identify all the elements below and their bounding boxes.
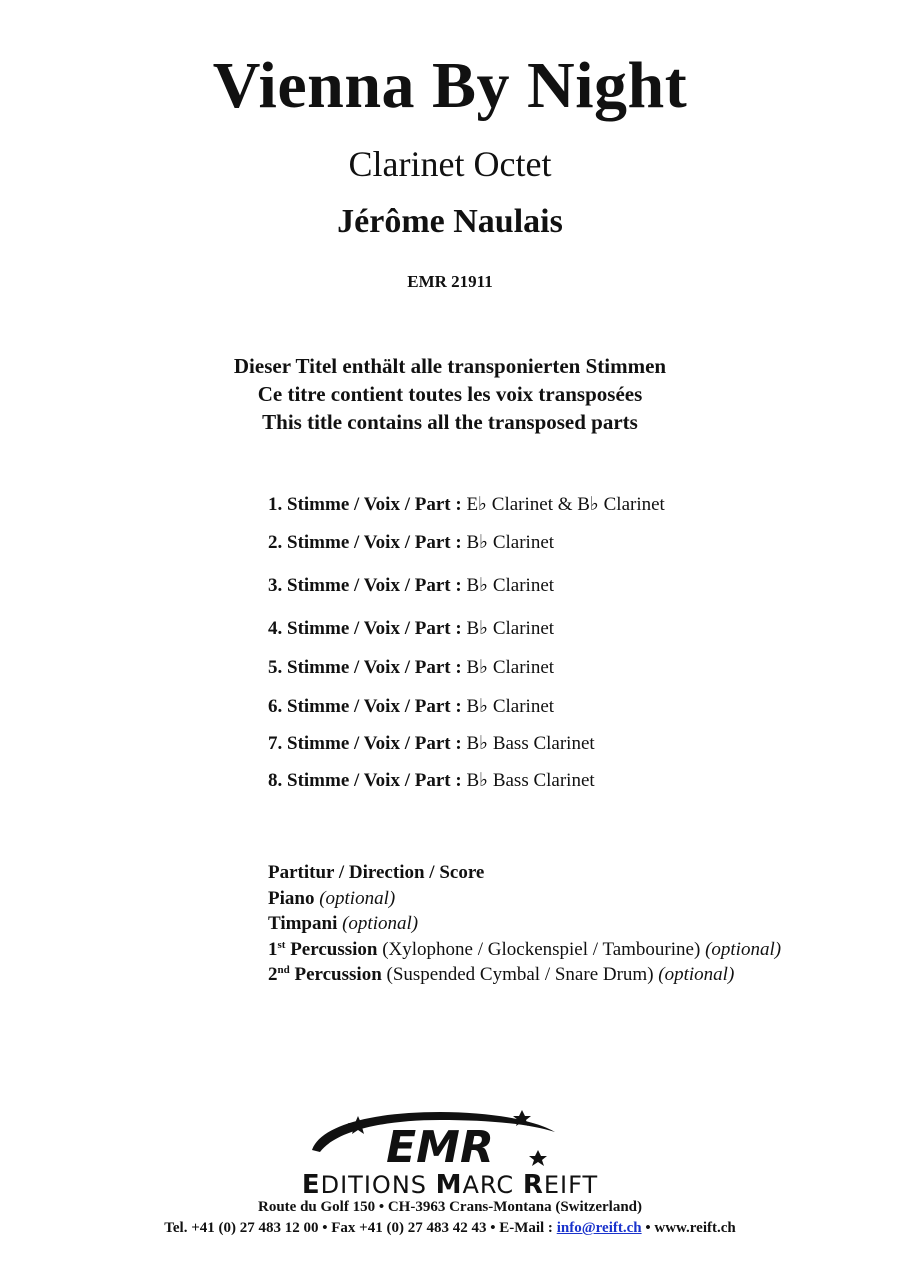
part-instrument: Clarinet — [492, 618, 555, 639]
notice-german: Dieser Titel enthält alle transponierten Stimmen — [233, 354, 667, 378]
ordinal: 2 — [268, 964, 278, 985]
part-label: 4. Stimme / Voix / Part : — [268, 618, 462, 639]
publisher-name-part: R — [522, 1170, 544, 1200]
part-instrument: Clarinet & B♭ Clarinet — [491, 494, 665, 515]
part-instrument: Clarinet — [492, 657, 555, 678]
part-instrument: Clarinet — [492, 696, 555, 717]
publisher-name-part: ARC — [462, 1171, 523, 1199]
part-row — [268, 769, 595, 792]
page-title: Vienna By Night — [212, 49, 688, 122]
optional-note: (optional) — [658, 964, 735, 985]
part-row — [268, 531, 554, 554]
optional-note: (optional) — [319, 887, 396, 909]
part-instrument: Clarinet — [492, 575, 555, 596]
notice-french: Ce titre contient toutes les voix transposées — [257, 382, 643, 406]
publisher-name — [0, 1170, 900, 1200]
star-icon — [529, 1150, 547, 1166]
part-key: B♭ — [466, 618, 489, 639]
transposed-notice — [0, 352, 900, 436]
part-key: B♭ — [466, 575, 489, 596]
part-key: B♭ — [466, 733, 489, 754]
part-row — [268, 493, 665, 516]
part-instrument: Bass Clarinet — [492, 770, 595, 791]
percussion-label: Percussion — [294, 964, 382, 985]
composer-name: Jérôme Naulais — [337, 203, 563, 240]
score-line — [268, 860, 781, 886]
part-row — [268, 732, 595, 755]
subtitle: Clarinet Octet — [348, 144, 552, 184]
publisher-contact — [0, 1220, 900, 1237]
optional-note: (optional) — [705, 938, 782, 960]
part-row — [268, 695, 554, 718]
catalog-number: EMR 21911 — [407, 272, 493, 291]
score-label: Partitur / Direction / Score — [268, 862, 485, 883]
part-label: 3. Stimme / Voix / Part : — [268, 575, 462, 596]
percussion-1-line — [268, 937, 781, 963]
percussion-detail: (Suspended Cymbal / Snare Drum) — [386, 964, 654, 985]
part-label: 8. Stimme / Voix / Part : — [268, 770, 462, 791]
piano-label: Piano — [268, 887, 315, 909]
part-row — [268, 574, 554, 597]
publisher-name-part: DITIONS — [320, 1171, 436, 1199]
percussion-2-line — [268, 962, 781, 988]
ordinal-suffix: nd — [277, 964, 290, 976]
website: • www.reift.ch — [645, 1220, 736, 1236]
publisher-name-part: EIFT — [543, 1171, 599, 1199]
part-key: B♭ — [466, 532, 489, 553]
publisher-name-part: M — [435, 1170, 463, 1200]
publisher-address: Route du Golf 150 • CH-3963 Crans-Montana (Switzerland) — [258, 1199, 642, 1215]
part-row — [268, 617, 554, 640]
additional-parts — [268, 860, 781, 988]
part-label: 2. Stimme / Voix / Part : — [268, 532, 462, 553]
optional-note: (optional) — [342, 913, 419, 934]
part-label: 7. Stimme / Voix / Part : — [268, 733, 462, 754]
part-label: 1. Stimme / Voix / Part : — [268, 494, 462, 515]
timpani-line — [268, 911, 781, 937]
part-label: 6. Stimme / Voix / Part : — [268, 696, 462, 717]
part-key: E♭ — [466, 494, 488, 515]
phone-fax: Tel. +41 (0) 27 483 12 00 • Fax +41 (0) 27 483 42 43 • E-Mail : — [164, 1220, 553, 1236]
notice-english: This title contains all the transposed parts — [262, 410, 638, 434]
part-instrument: Bass Clarinet — [492, 733, 595, 754]
part-row — [268, 656, 554, 679]
piano-line — [268, 886, 781, 912]
emr-logo — [300, 1104, 570, 1174]
ordinal-suffix: st — [277, 938, 286, 951]
timpani-label: Timpani — [268, 913, 338, 934]
percussion-detail: (Xylophone / Glockenspiel / Tambourine) — [382, 938, 701, 960]
part-instrument: Clarinet — [492, 532, 555, 553]
part-key: B♭ — [466, 770, 489, 791]
part-key: B♭ — [466, 657, 489, 678]
logo-text: EMR — [386, 1122, 494, 1173]
ordinal: 1 — [268, 938, 278, 960]
publisher-name-part: E — [301, 1170, 321, 1200]
part-key: B♭ — [466, 696, 489, 717]
part-label: 5. Stimme / Voix / Part : — [268, 657, 462, 678]
email-link[interactable]: info@reift.ch — [556, 1220, 642, 1236]
percussion-label: Percussion — [290, 938, 378, 960]
